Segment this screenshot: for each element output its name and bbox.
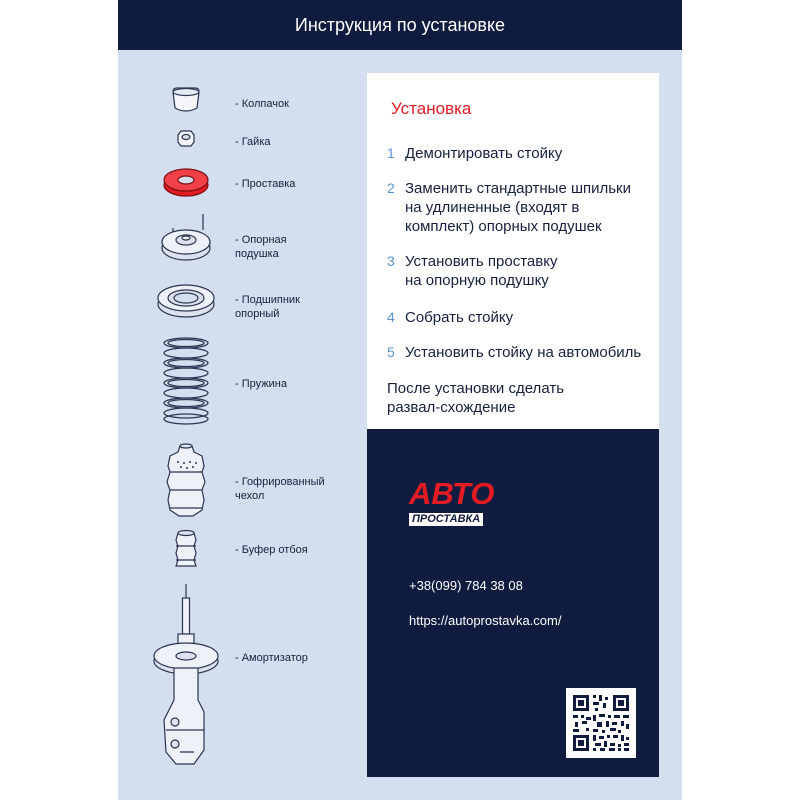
bearing-icon xyxy=(158,285,214,317)
page-title: Инструкция по установке xyxy=(294,14,506,35)
shock-absorber-icon xyxy=(154,584,218,764)
step-text: Собрать стойку xyxy=(405,309,514,326)
logo-word-avto: АВТО xyxy=(409,476,495,511)
strut-mount-icon xyxy=(162,214,210,260)
cap-icon xyxy=(173,88,199,111)
part-label-strut-mount: - Опорная подушка xyxy=(235,234,287,260)
step-number: 1 xyxy=(387,145,395,161)
nut-icon xyxy=(178,131,194,146)
steps-title: Установка xyxy=(391,99,472,118)
step-text: Заменить стандартные шпильки на удлиненные (входят в комплект) опорных подушек xyxy=(405,180,631,235)
spacer-icon xyxy=(164,169,208,196)
brand-logo xyxy=(409,476,495,527)
step-text: Установить проставку на опорную подушку xyxy=(405,253,558,289)
part-label-shock-absorber: - Амортизатор xyxy=(235,652,308,664)
step-text: Установить стойку на автомобиль xyxy=(405,344,642,361)
qr-code-icon[interactable] xyxy=(566,688,636,758)
part-label-dust-boot: - Гофрированный чехол xyxy=(235,476,325,502)
bump-stop-icon xyxy=(176,531,196,567)
spring-icon xyxy=(164,338,208,424)
part-label-bearing: - Подшипник опорный xyxy=(235,294,300,320)
part-label-nut: - Гайка xyxy=(235,136,271,148)
installation-steps-panel xyxy=(367,73,659,429)
part-label-bump-stop: - Буфер отбоя xyxy=(235,544,308,556)
step-number: 5 xyxy=(387,344,395,360)
brand-panel xyxy=(367,429,659,777)
step-number: 4 xyxy=(387,309,395,325)
alignment-note: После установки сделать развал-схождение xyxy=(387,380,565,416)
parts-illustration xyxy=(118,0,238,800)
part-label-cap: - Колпачок xyxy=(235,98,289,110)
logo-word-prostavka: ПРОСТАВКА xyxy=(409,513,483,526)
step-number: 2 xyxy=(387,180,395,196)
part-label-spring: - Пружина xyxy=(235,378,287,390)
website-link[interactable]: https://autoprostavka.com/ xyxy=(409,613,562,628)
step-text: Демонтировать стойку xyxy=(405,145,563,162)
dust-boot-icon xyxy=(167,444,205,516)
step-number: 3 xyxy=(387,253,395,269)
part-label-spacer: - Проставка xyxy=(235,178,296,190)
phone-number[interactable]: +38(099) 784 38 08 xyxy=(409,578,523,593)
instruction-sheet xyxy=(118,0,682,800)
